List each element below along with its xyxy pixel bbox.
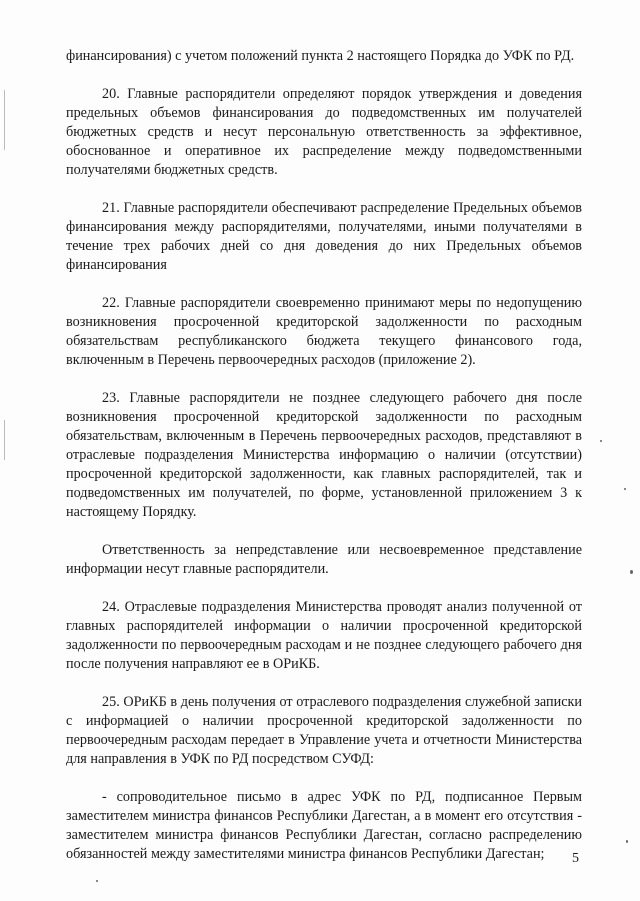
paragraph-22: 22. Главные распорядители своевременно принимают меры по недопущению возникновения просроченной кредиторской задолженности по расходным обязательствам республиканского бюджета текущего финансового года, включенным в Перечень первоочередных расходов (приложение 2).: [66, 295, 582, 368]
paragraph-responsibility: Ответственность за непредставление или несвоевременное представление информации несут главные распорядители.: [66, 542, 582, 577]
paragraph-24: 24. Отраслевые подразделения Министерства проводят анализ полученной от главных распорядителей информации о наличии просроченной кредиторской задолженности по первоочередным расходам и не позднее следующего рабочего дня после получения направляют ее в ОРиКБ.: [66, 599, 582, 672]
scan-speck: [626, 840, 628, 843]
scan-speck: [630, 570, 633, 574]
paragraph-25: 25. ОРиКБ в день получения от отраслевого подразделения служебной записки с информацией о наличии просроченной кредиторской задолженности по первоочередным расходам передает в Управление учета и отчетности Министерства для направления в УФК по РД посредством СУФД:: [66, 694, 582, 767]
scan-speck: [600, 440, 602, 442]
document-body: [66, 47, 582, 883]
scan-speck: [96, 880, 98, 882]
paragraph-cover-letter: - сопроводительное письмо в адрес УФК по РД, подписанное Первым заместителем министра финансов Республики Дагестан, а в момент его отсутствия - заместителем министра финансов Республики Дагестан, согласно распределению обязанностей между заместителями министра финансов Республики Дагестан;: [66, 789, 582, 862]
scan-edge-mark: [4, 90, 5, 150]
paragraph-21: 21. Главные распорядители обеспечивают распределение Предельных объемов финансирования между распорядителями, получателями, иными получателями в течение трех рабочих дней со дня доведения до них Предельных объемов финансирования: [66, 200, 582, 273]
paragraph-continuation: финансирования) с учетом положений пункта 2 настоящего Порядка до УФК по РД.: [66, 48, 575, 64]
scan-speck: [624, 488, 626, 490]
paragraph-20: 20. Главные распорядители определяют порядок утверждения и доведения предельных объемов финансирования до подведомственных им получателей бюджетных средств и несут персональную ответственность за эффективное, обоснованное и оперативное их распределение между подведомственными получателями бюджетных средств.: [66, 86, 582, 178]
paragraph-23: 23. Главные распорядители не позднее следующего рабочего дня после возникновения просроченной кредиторской задолженности по расходным обязательствам, включенным в Перечень первоочередных расходов, представляют в отраслевые подразделения Министерства информацию о наличии (отсутствии) просроченной кредиторской задолженности, как главных распорядителей, так и подведомственных им получателей, по форме, установленной приложением 3 к настоящему Порядку.: [66, 390, 582, 520]
scan-edge-mark: [4, 420, 5, 460]
page-number: 5: [572, 851, 579, 866]
